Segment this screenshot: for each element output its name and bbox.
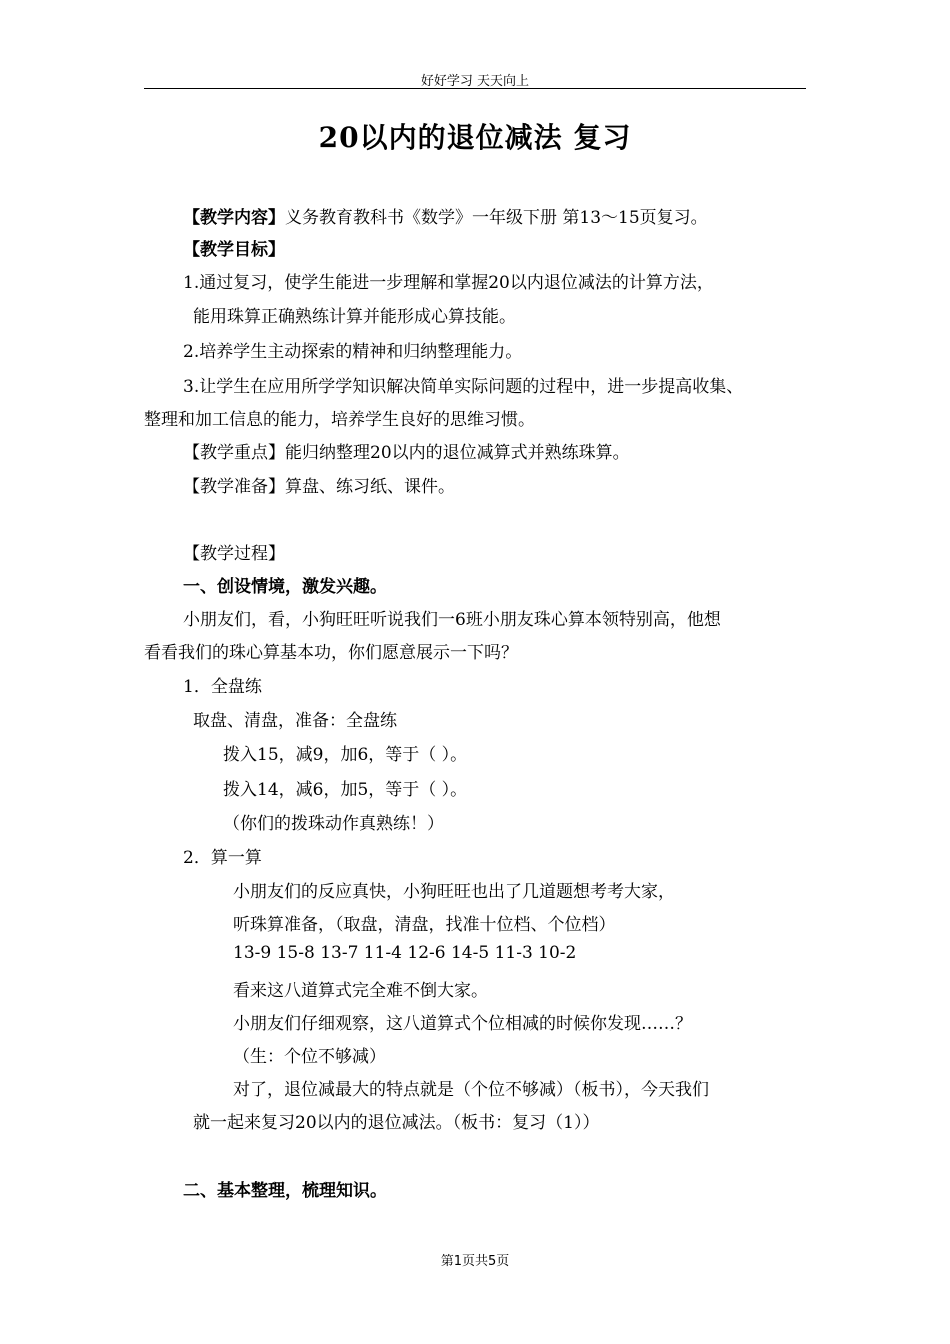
- section-2-heading: 二、基本整理，梳理知识。: [183, 1181, 387, 1201]
- part-2-line-2: 听珠算准备，（取盘，清盘，找准十位档、个位档）: [233, 915, 616, 935]
- part-1-line-4: （你们的拨珠动作真熟练！）: [223, 814, 444, 834]
- document-title: 20以内的退位减法 复习: [318, 121, 632, 154]
- part-1-line-1: 取盘、清盘，准备：全盘练: [193, 711, 397, 731]
- part-1-line-3: 拨入14，减6，加5，等于（ ）。: [223, 780, 468, 800]
- key-point: 【教学重点】能归纳整理20以内的退位减算式并熟练珠算。: [183, 443, 630, 463]
- teaching-content: [183, 203, 708, 228]
- section-1-intro-line-1: 小朋友们，看，小狗旺旺听说我们一6班小朋友珠心算本领特别高，他想: [183, 610, 721, 630]
- objective-3-line-1: 3.让学生在应用所学学知识解决简单实际问题的过程中，进一步提高收集、: [183, 377, 744, 397]
- section-1-intro-line-2: 看看我们的珠心算基本功，你们愿意展示一下吗？: [144, 643, 518, 663]
- teaching-content-text: 义务教育教科书《数学》一年级下册 第13～15页复习。: [285, 208, 708, 228]
- part-2-heading: 2．算一算: [183, 848, 262, 868]
- part-2-line-6: （生：个位不够减）: [233, 1047, 386, 1067]
- part-2-line-3: 13-9 15-8 13-7 11-4 12-6 14-5 11-3 10-2: [233, 943, 577, 963]
- objective-3-line-2: 整理和加工信息的能力，培养学生良好的思维习惯。: [144, 410, 535, 430]
- part-2-line-4: 看来这八道算式完全难不倒大家。: [233, 981, 488, 1001]
- objective-1-line-1: 1.通过复习，使学生能进一步理解和掌握20以内退位减法的计算方法，: [183, 273, 714, 293]
- objective-1-line-2: 能用珠算正确熟练计算并能形成心算技能。: [193, 307, 516, 327]
- page-footer: 第1页共5页: [440, 1254, 510, 1269]
- part-2-line-7: 对了，退位减最大的特点就是（个位不够减）（板书），今天我们: [233, 1080, 709, 1100]
- part-2-line-1: 小朋友们的反应真快，小狗旺旺也出了几道题想考考大家，: [233, 882, 675, 902]
- header-rule: [144, 88, 806, 89]
- part-2-line-5: 小朋友们仔细观察，这八道算式个位相减的时候你发现……？: [233, 1014, 692, 1034]
- objectives-label: 【教学目标】: [183, 240, 285, 260]
- part-1-line-2: 拨入15，减9，加6，等于（ ）。: [223, 745, 468, 765]
- section-1-heading: 一、创设情境，激发兴趣。: [183, 577, 387, 597]
- objective-2: 2.培养学生主动探索的精神和归纳整理能力。: [183, 342, 523, 362]
- page-header: 好好学习 天天向上: [420, 74, 530, 89]
- part-1-heading: 1．全盘练: [183, 677, 262, 697]
- teaching-content-label: 【教学内容】: [183, 208, 285, 228]
- part-2-line-8: 就一起来复习20以内的退位减法。（板书：复习（1））: [193, 1113, 600, 1133]
- process-label: 【教学过程】: [183, 544, 285, 564]
- preparation: 【教学准备】算盘、练习纸、课件。: [183, 477, 455, 497]
